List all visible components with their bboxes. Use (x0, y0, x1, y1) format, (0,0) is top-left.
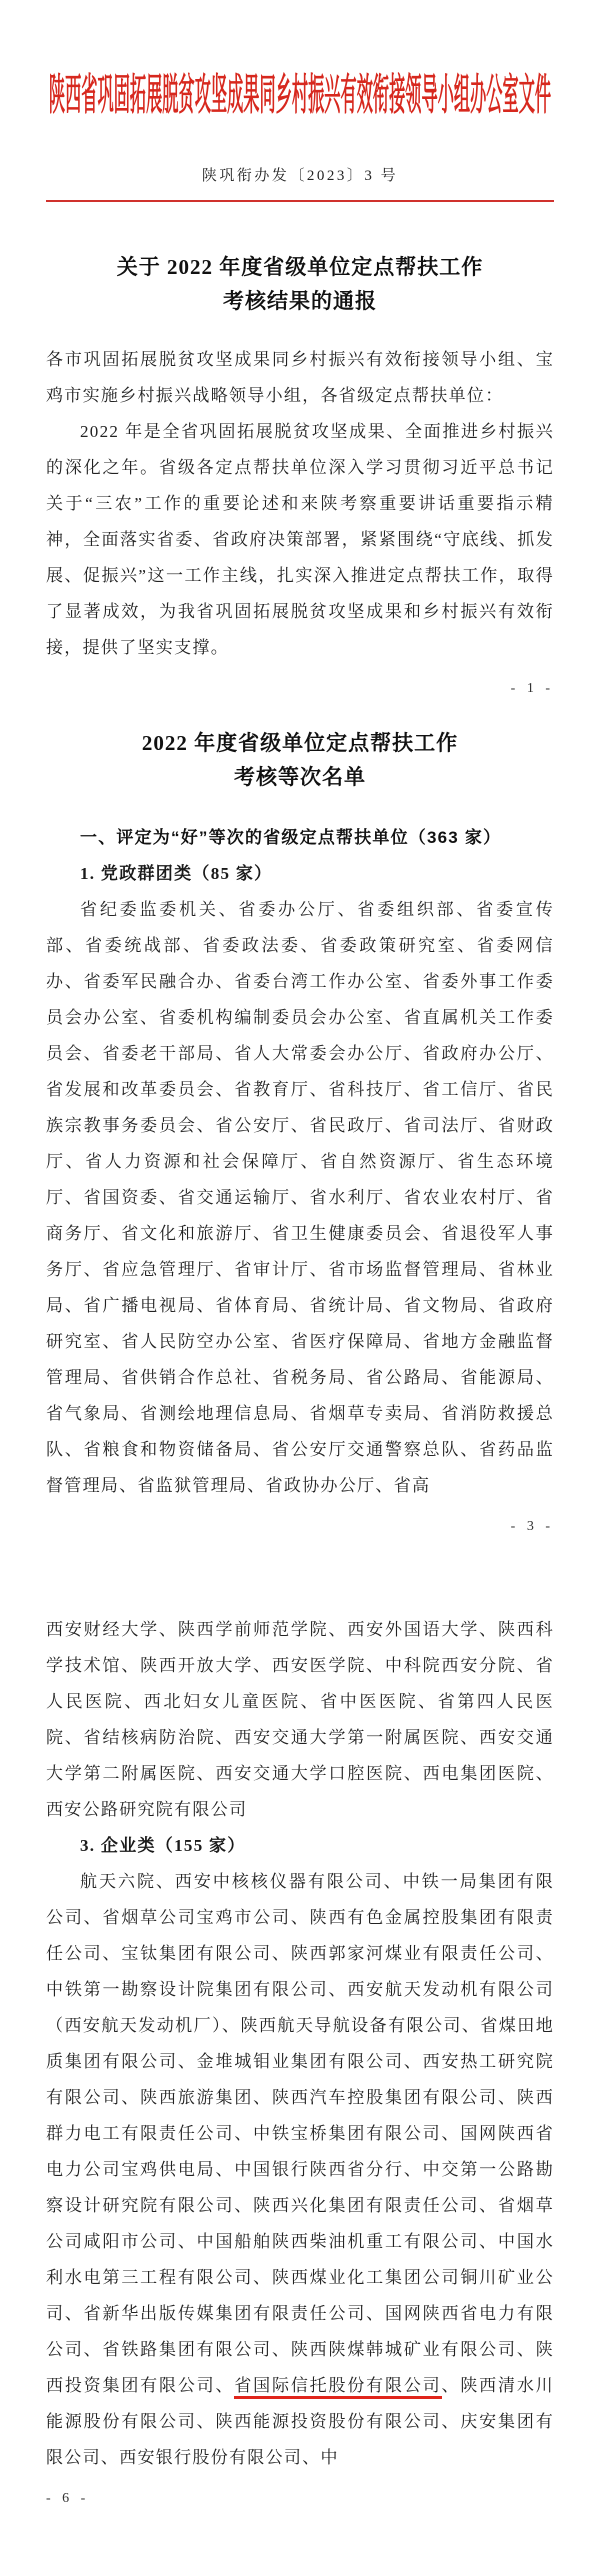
notice-title-line1: 关于 2022 年度省级单位定点帮扶工作 (116, 255, 484, 279)
notice-paragraph: 2022 年是全省巩固拓展脱贫攻坚成果、全面推进乡村振兴的深化之年。省级各定点帮扶单位深入学习贯彻习近平总书记关于“三农”工作的重要论述和来陕考察重要讲话重要指示精神，全面落实省委、省政府决策部署，紧紧围绕“守底线、抓发展、促振兴”这一工作主线，扎实深入推进定点帮扶工作，取得了显著成效，为我省巩固拓展脱贫攻坚成果和乡村振兴有效衔接，提供了坚实支撑。 (46, 422, 554, 657)
company-list-after-highlight: 、陕西清水川能源股份有限公司、陕西能源投资股份有限公司、庆安集团有限公司、西安银行股份有限公司、中 (46, 2376, 554, 2467)
issuing-office-title: 陕西省巩固拓展脱贫攻坚成果同乡村振兴有效衔接领导小组办公室文件 (48, 69, 552, 119)
company-name-red-underlined: 省国际信托股份有限公司 (234, 2376, 441, 2399)
roster-title-line1: 2022 年度省级单位定点帮扶工作 (141, 731, 459, 755)
company-list-before-highlight: 航天六院、西安中核核仪器有限公司、中铁一局集团有限公司、省烟草公司宝鸡市公司、陕西有色金属控股集团有限责任公司、宝钛集团有限公司、陕西郭家河煤业有限责任公司、中铁第一勘察设计院集团有限公司、西安航天发动机有限公司（西安航天发动机厂）、陕西航天导航设备有限公司、省煤田地质集团有限公司、金堆城钼业集团有限公司、西安热工研究院有限公司、陕西旅游集团、陕西汽车控股集团有限公司、陕西群力电工有限责任公司、中铁宝桥集团有限公司、国网陕西省电力公司宝鸡供电局、中国银行陕西省分行、中交第一公路勘察设计研究院有限公司、陕西兴化集团有限责任公司、省烟草公司咸阳市公司、中国船舶陕西柴油机重工有限公司、中国水利水电第三工程有限公司、陕西煤业化工集团公司铜川矿业公司、省新华出版传媒集团有限责任公司、国网陕西省电力有限公司、省铁路集团有限公司、陕西陕煤韩城矿业有限公司、陕西投资集团有限公司、 (46, 1872, 554, 2395)
section-1-heading: 一、评定为“好”等次的省级定点帮扶单位（363 家） (80, 828, 502, 847)
category-1-unit-list: 省纪委监委机关、省委办公厅、省委组织部、省委宣传部、省委统战部、省委政法委、省委政策研究室、省委网信办、省委军民融合办、省委台湾工作办公室、省委外事工作委员会办公室、省委机构编制委员会办公室、省直属机关工作委员会、省委老干部局、省人大常委会办公厅、省政府办公厅、省发展和改革委员会、省教育厅、省科技厅、省工信厅、省民族宗教事务委员会、省公安厅、省民政厅、省司法厅、省财政厅、省人力资源和社会保障厅、省自然资源厅、省生态环境厅、省国资委、省交通运输厅、省水利厅、省农业农村厅、省商务厅、省文化和旅游厅、省卫生健康委员会、省退役军人事务厅、省应急管理厅、省审计厅、省市场监督管理局、省林业局、省广播电视局、省体育局、省统计局、省文物局、省政府研究室、省人民防空办公室、省医疗保障局、省地方金融监督管理局、省供销合作总社、省税务局、省公路局、省能源局、省气象局、省测绘地理信息局、省烟草专卖局、省消防救援总队、省粮食和物资储备局、省公安厅交通警察总队、省药品监督管理局、省监狱管理局、省政协办公厅、省高 (46, 900, 554, 1495)
page-number-3: - 3 - (510, 1519, 554, 1534)
page-number-6: - 6 - (46, 2491, 90, 2506)
red-divider-rule (46, 200, 554, 202)
page-number-1: - 1 - (510, 681, 554, 696)
category-1-label: 1. 党政群团类（85 家） (80, 864, 273, 883)
document-masthead (46, 50, 554, 132)
roster-title (46, 726, 554, 794)
notice-title (46, 250, 554, 318)
category-3-label: 3. 企业类（155 家） (80, 1836, 246, 1855)
page-gap (46, 1542, 554, 1612)
roster-title-line2: 考核等次名单 (234, 765, 366, 789)
institutions-list-continued: 西安财经大学、陕西学前师范学院、西安外国语大学、陕西科学技术馆、陕西开放大学、西安医学院、中科院西安分院、省人民医院、西北妇女儿童医院、省中医医院、省第四人民医院、省结核病防治院、西安交通大学第一附属医院、西安交通大学第二附属医院、西安交通大学口腔医院、西电集团医院、西安公路研究院有限公司 (46, 1620, 554, 1819)
notice-salutation: 各市巩固拓展脱贫攻坚成果同乡村振兴有效衔接领导小组、宝鸡市实施乡村振兴战略领导小组，各省级定点帮扶单位： (46, 350, 554, 405)
notice-title-line2: 考核结果的通报 (223, 289, 377, 313)
category-3-company-list (46, 1864, 554, 2476)
document-number: 陕巩衔办发〔2023〕3 号 (201, 168, 399, 184)
